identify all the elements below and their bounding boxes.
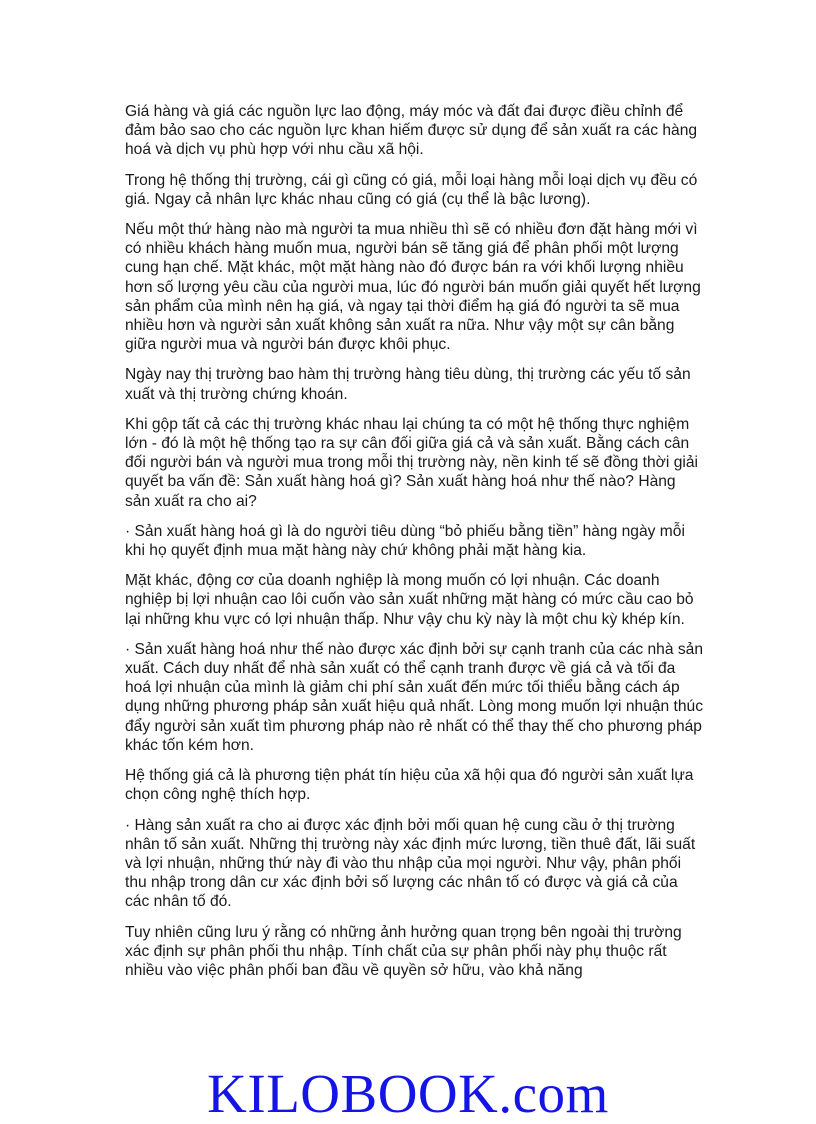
paragraph: Giá hàng và giá các nguồn lực lao động, máy móc và đất đai được điều chỉnh để đảm bảo sao cho các nguồn lực khan hiếm được sử dụng để sản xuất ra các hàng hoá và dịch vụ phù hợp với nhu cầu xã hội. [125,103,698,159]
paragraph: Ngày nay thị trường bao hàm thị trường hàng tiêu dùng, thị trường các yếu tố sản xuất và thị trường chứng khoán. [125,366,691,403]
paragraph: · Sản xuất hàng hoá như thế nào được xác định bởi sự cạnh tranh của các nhà sản xuất. Cách duy nhất để nhà sản xuất có thể cạnh tranh được về giá cả và tối đa hoá lợi nhuận của mình là giảm chi phí sản xuất đến mức tối thiểu bằng cách áp dụng những phương pháp sản xuất hiệu quả nhất. Lòng mong muốn lợi nhuận thúc đẩy người sản xuất tìm phương pháp nào rẻ nhất có thể thay thế cho phương pháp khác tốn kém hơn. [125,640,704,754]
paragraph: Hệ thống giá cả là phương tiện phát tín hiệu của xã hội qua đó người sản xuất lựa chọn công nghệ thích hợp. [125,767,694,804]
paragraph: Khi gộp tất cả các thị trường khác nhau lại chúng ta có một hệ thống thực nghiệm lớn - đó là một hệ thống tạo ra sự cân đối giữa giá cả và sản xuất. Bằng cách cân đối người bán và người mua trong mỗi thị trường này, nền kinh tế sẽ đồng thời giải quyết ba vấn đề: Sản xuất hàng hoá gì? Sản xuất hàng hoá như thế nào? Hàng sản xuất ra cho ai? [125,415,698,510]
paragraph: · Hàng sản xuất ra cho ai được xác định bởi mối quan hệ cung cầu ở thị trường nhân tố sản xuất. Những thị trường này xác định mức lương, tiền thuê đất, lãi suất và lợi nhuận, những thứ này đi vào thu nhập của mọi người. Như vậy, phân phối thu nhập trong dân cư xác định bởi số lượng các nhân tố có được và giá cả của các nhân tố đó. [125,816,696,911]
paragraph: Trong hệ thống thị trường, cái gì cũng có giá, mỗi loại hàng mỗi loại dịch vụ đều có giá. Ngay cả nhân lực khác nhau cũng có giá (cụ thể là bậc lương). [125,171,698,208]
paragraph: Mặt khác, động cơ của doanh nghiệp là mong muốn có lợi nhuận. Các doanh nghiệp bị lợi nhuận cao lôi cuốn vào sản xuất những mặt hàng có mức cầu cao bỏ lại những khu vực có lợi nhuận thấp. Như vậy chu kỳ này là một chu kỳ khép kín. [125,572,694,628]
paragraph: Nếu một thứ hàng nào mà người ta mua nhiều thì sẽ có nhiều đơn đặt hàng mới vì có nhiều khách hàng muốn mua, người bán sẽ tăng giá để phân phối một lượng cung hạn chế. Mặt khác, một mặt hàng nào đó được bán ra với khối lượng nhiều hơn số lượng yêu cầu của người mua, lúc đó người bán muốn giải quyết hết lượng sản phẩm của mình nên hạ giá, và ngay tại thời điểm hạ giá đó người ta sẽ mua nhiều hơn và người sản xuất không sản xuất ra nữa. Như vậy một sự cân bằng giữa người mua và người bán được khôi phục. [125,221,701,354]
paragraph: · Sản xuất hàng hoá gì là do người tiêu dùng “bỏ phiếu bằng tiền” hàng ngày mỗi khi họ quyết định mua mặt hàng này chứ không phải mặt hàng kia. [125,522,685,560]
paragraph: Tuy nhiên cũng lưu ý rằng có những ảnh hưởng quan trọng bên ngoài thị trường xác định sự phân phối thu nhập. Tính chất của sự phân phối này phụ thuộc rất nhiều vào việc phân phối ban đầu về quyền sở hữu, vào khả năng [125,923,682,979]
kilobook-watermark-logo: KILOBOOK.com [207,1063,609,1124]
document-body [125,102,705,991]
